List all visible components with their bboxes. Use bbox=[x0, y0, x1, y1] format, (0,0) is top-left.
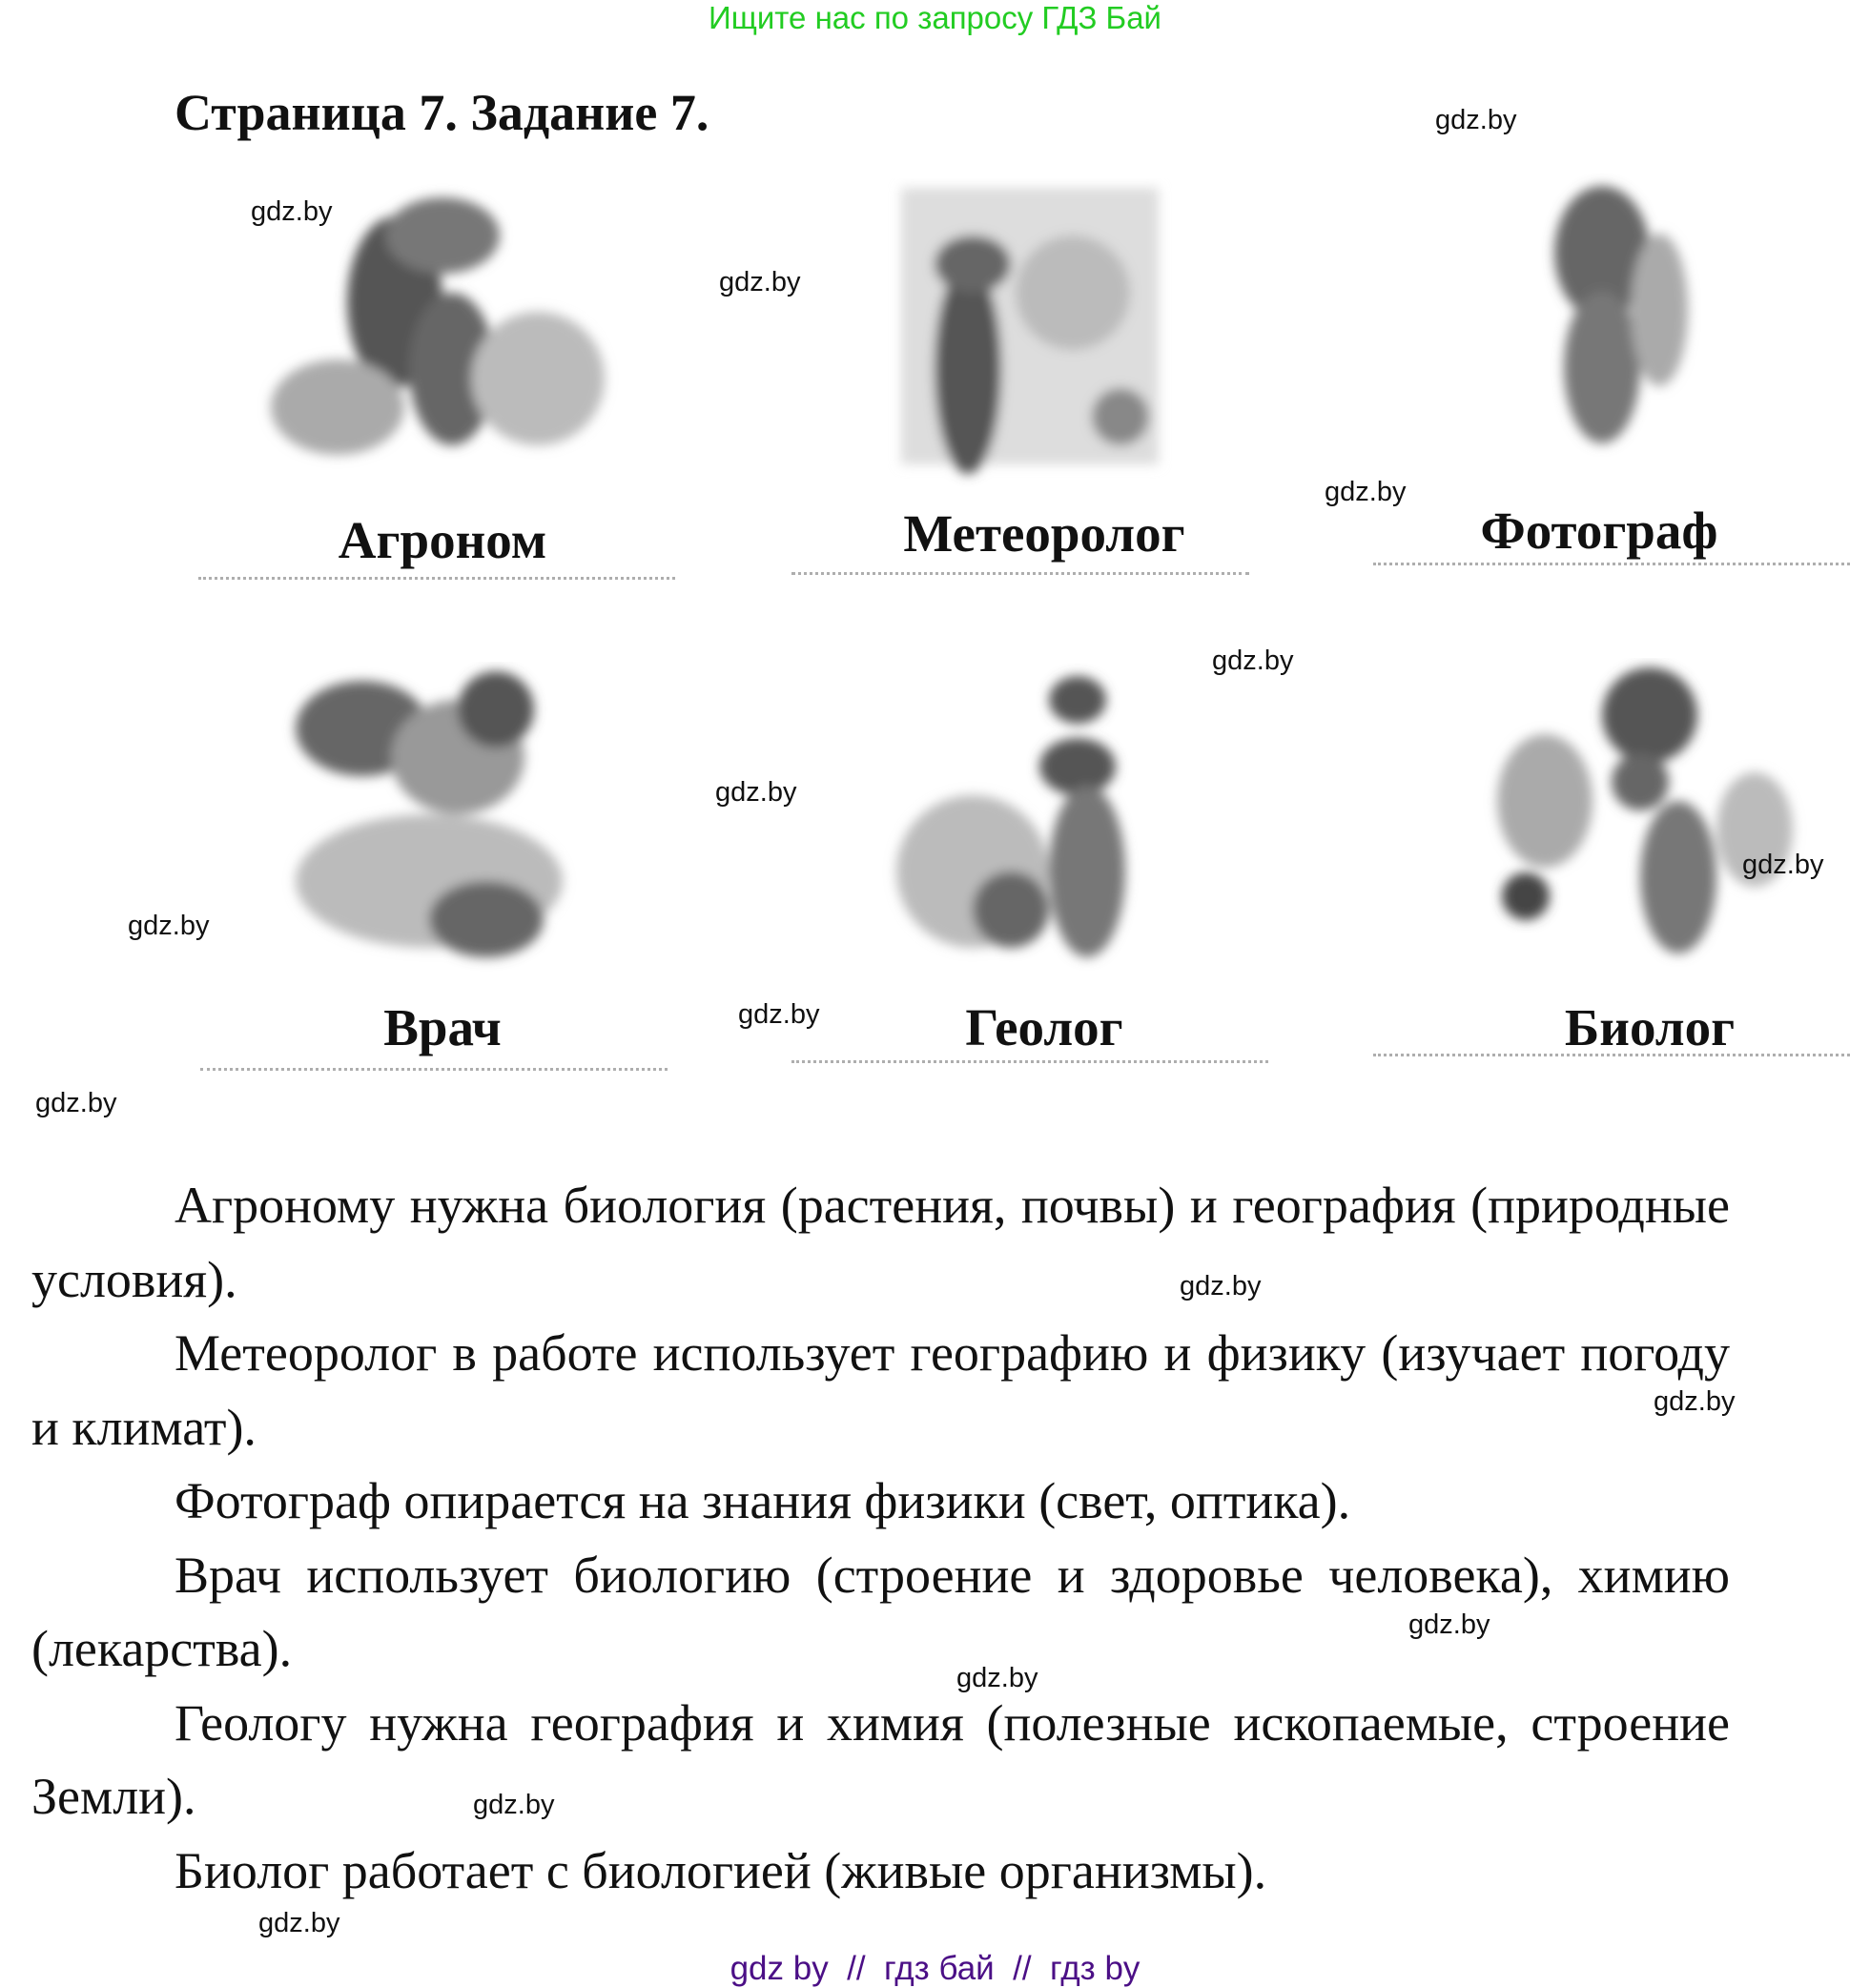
page-title: Страница 7. Задание 7. bbox=[175, 84, 709, 141]
footer-links[interactable]: gdz by // гдз бай // гдз by bbox=[730, 1950, 1140, 1987]
watermark: gdz.by bbox=[1435, 105, 1517, 135]
watermark: gdz.by bbox=[1742, 850, 1824, 880]
watermark: gdz.by bbox=[956, 1663, 1038, 1693]
watermark: gdz.by bbox=[251, 196, 333, 227]
watermark: gdz.by bbox=[1180, 1271, 1262, 1301]
paragraph-biologist: Биолог работает с биологией (живые организмы). bbox=[175, 1841, 1267, 1899]
geologist-illustration bbox=[858, 662, 1240, 976]
watermark: gdz.by bbox=[719, 267, 801, 297]
label-doctor: Врач bbox=[383, 998, 502, 1056]
watermark: gdz.by bbox=[1408, 1609, 1490, 1640]
label-photographer: Фотограф bbox=[1480, 502, 1718, 560]
watermark: gdz.by bbox=[35, 1088, 117, 1118]
watermark: gdz.by bbox=[738, 999, 820, 1030]
watermark: gdz.by bbox=[128, 911, 210, 941]
label-geologist: Геолог bbox=[965, 998, 1123, 1056]
watermark: gdz.by bbox=[1654, 1386, 1736, 1417]
watermark: gdz.by bbox=[1325, 477, 1407, 507]
divider-line bbox=[791, 572, 1249, 581]
label-meteorologist: Метеоролог bbox=[903, 504, 1185, 563]
divider-line bbox=[1373, 1054, 1850, 1062]
label-biologist: Биолог bbox=[1564, 998, 1736, 1056]
divider-line bbox=[791, 1060, 1268, 1069]
paragraph-photographer: Фотограф опирается на знания физики (свет, оптика). bbox=[175, 1472, 1351, 1529]
divider-line bbox=[1373, 563, 1850, 571]
watermark: gdz.by bbox=[1212, 646, 1294, 676]
paragraph-geologist: Геологу нужна география и химия (полезные ископаемые, строение Земли). bbox=[31, 1693, 1730, 1825]
paragraph-meteorologist: Метеоролог в работе использует географию и физику (изучает погоду и климат). bbox=[31, 1324, 1730, 1456]
label-agronomist: Агроном bbox=[338, 511, 547, 569]
answer-text bbox=[31, 1169, 1730, 1908]
divider-line bbox=[200, 1068, 668, 1076]
watermark: gdz.by bbox=[473, 1790, 555, 1820]
divider-line bbox=[198, 577, 675, 585]
watermark: gdz.by bbox=[715, 777, 797, 808]
meteorologist-illustration bbox=[882, 178, 1264, 493]
biologist-illustration bbox=[1469, 658, 1850, 973]
paragraph-agronomist: Агроному нужна биология (растения, почвы) и география (природные условия). bbox=[31, 1177, 1730, 1308]
search-banner[interactable]: Ищите нас по запросу ГДЗ Бай bbox=[709, 0, 1161, 35]
doctor-illustration bbox=[267, 662, 648, 976]
photographer-illustration bbox=[1488, 167, 1869, 482]
watermark: gdz.by bbox=[258, 1908, 340, 1938]
paragraph-doctor: Врач использует биологию (строение и здоровье человека), химию (лекарства). bbox=[31, 1546, 1730, 1677]
